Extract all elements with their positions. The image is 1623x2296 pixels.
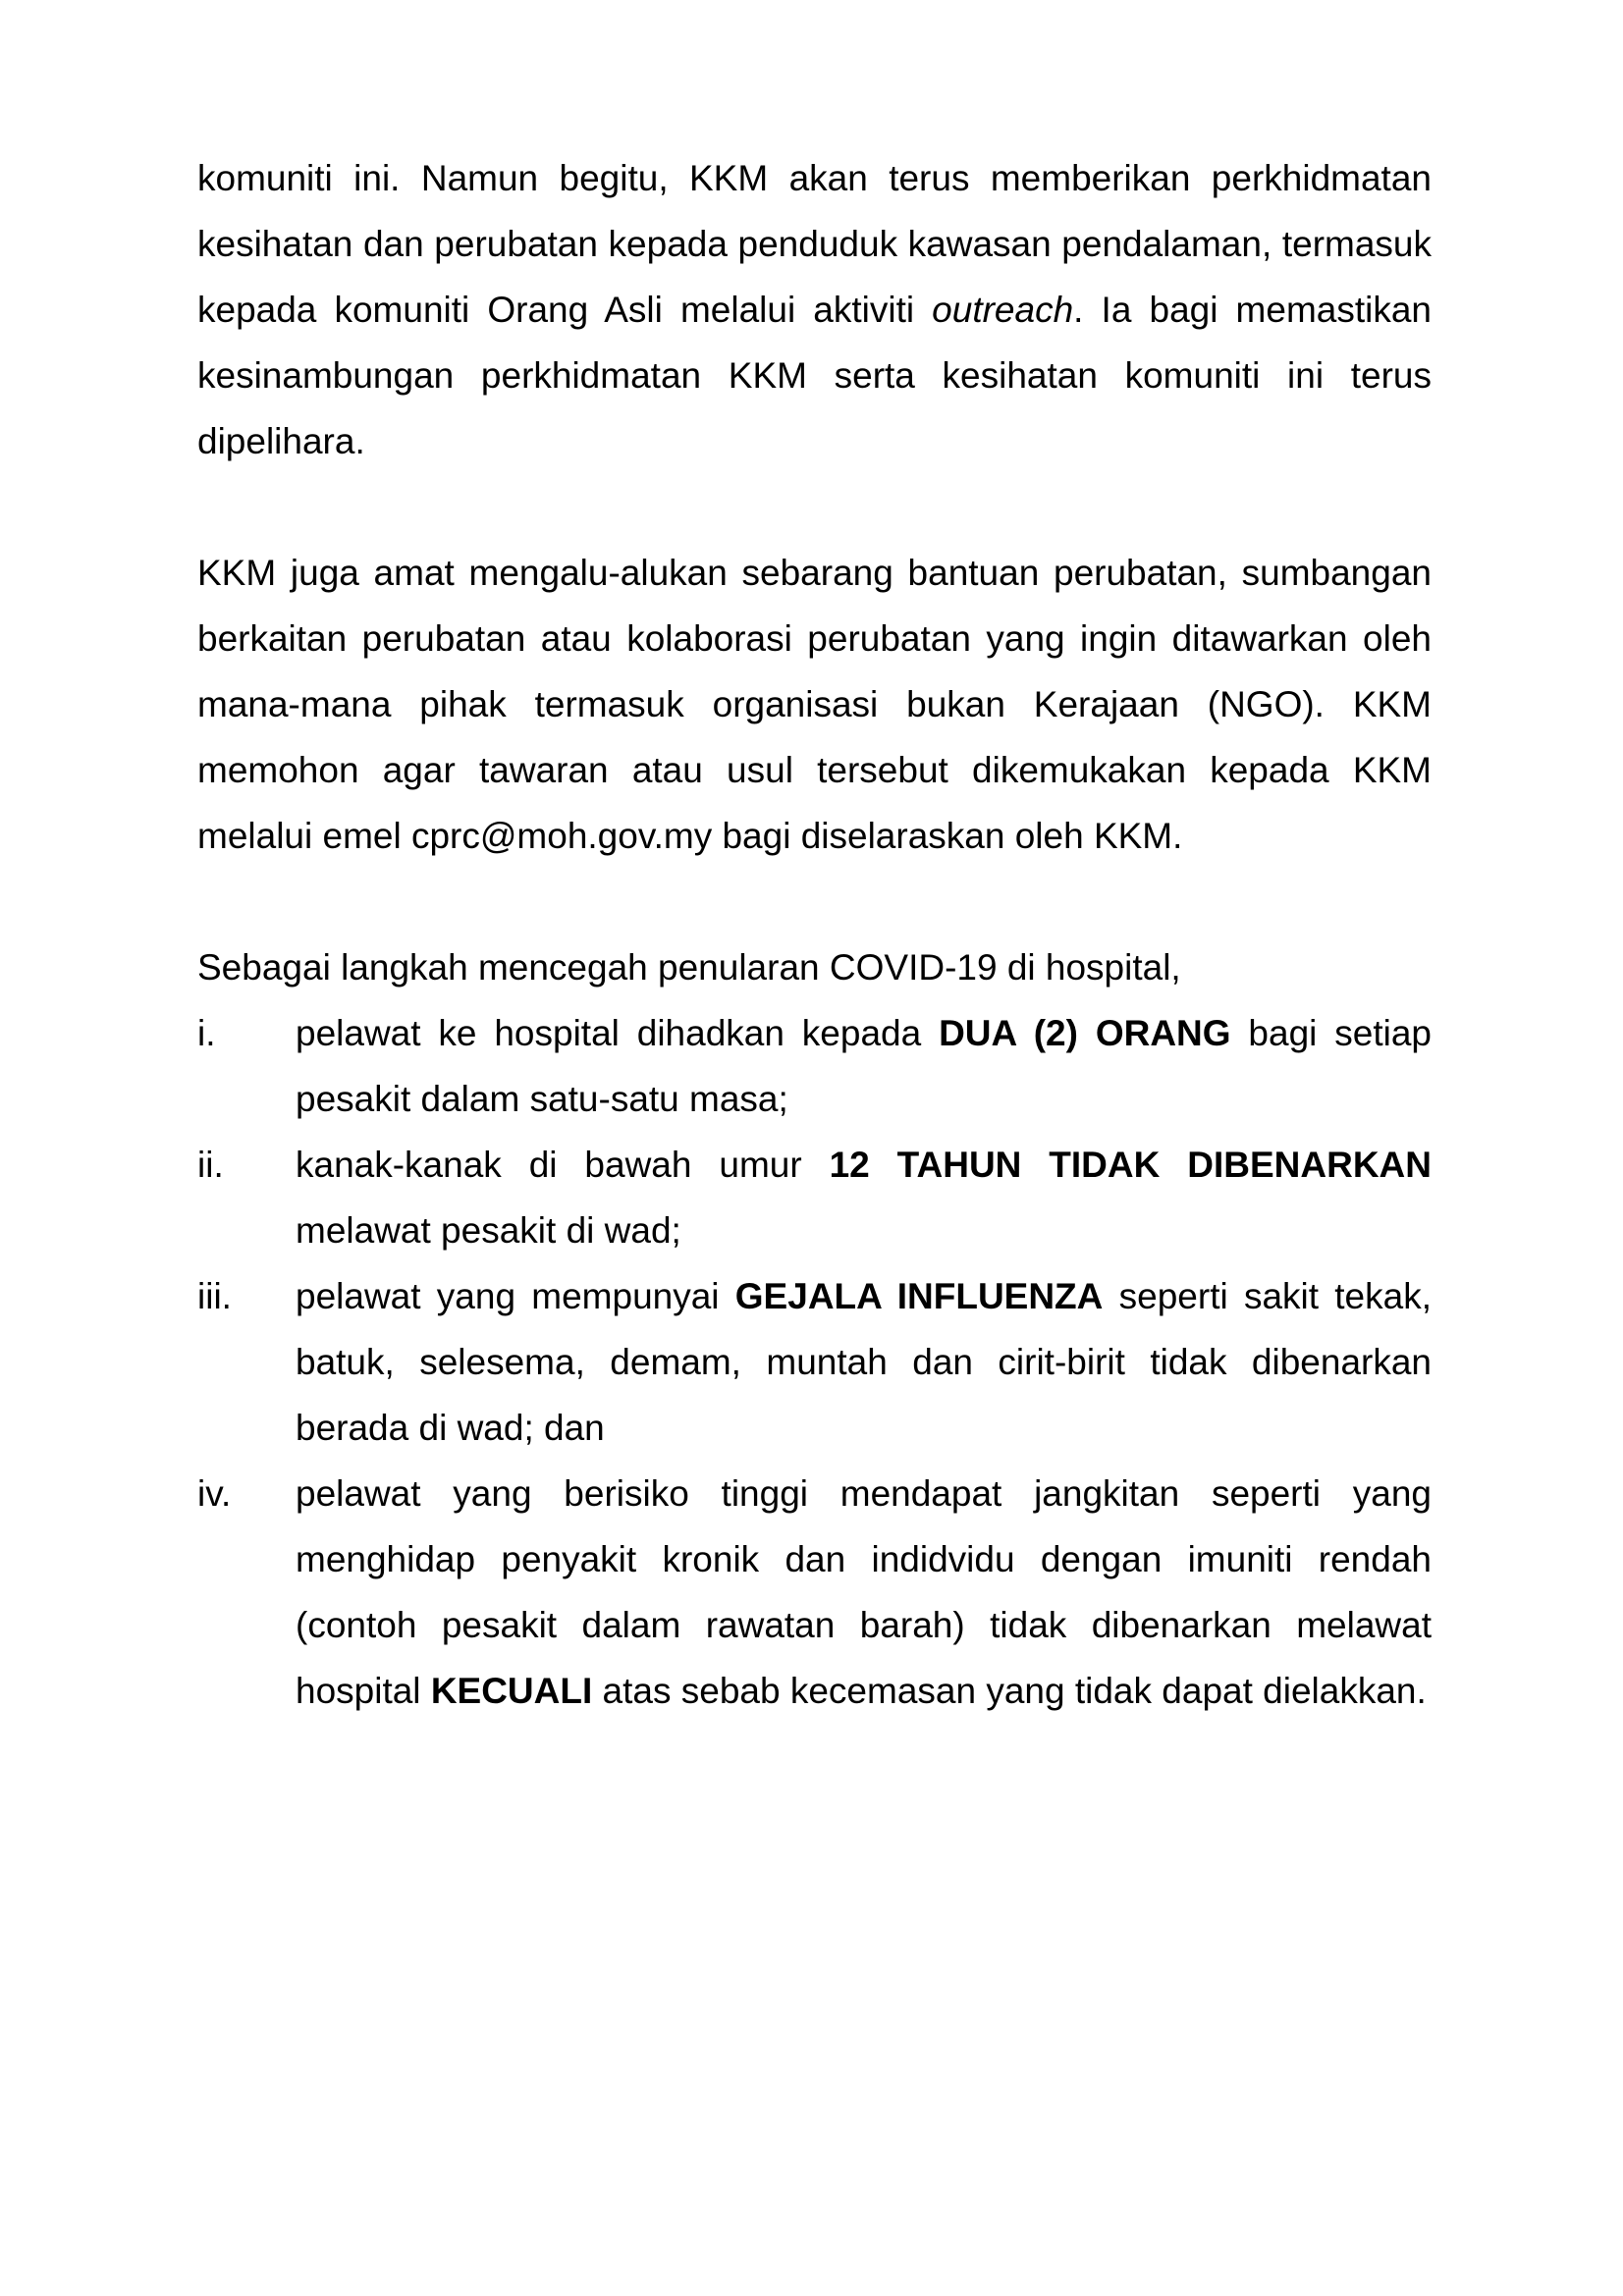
list-marker: ii. xyxy=(197,1145,224,1185)
list-item-text-end: seperti sakit tekak, batuk, selesema, demam, muntah dan cirit-birit tidak dibenarkan berada di wad; dan xyxy=(296,1276,1432,1448)
outreach-italic-term: outreach xyxy=(932,290,1074,330)
list-item xyxy=(197,1263,1432,1461)
list-item-text-end: bagi setiap pesakit dalam satu-satu masa; xyxy=(296,1013,1432,1119)
paragraph-outreach xyxy=(197,145,1432,474)
list-item xyxy=(197,1132,1432,1263)
list-item xyxy=(197,1461,1432,1724)
list-item-text-start: pelawat yang mempunyai xyxy=(296,1276,735,1316)
list-item xyxy=(197,1000,1432,1132)
paragraph-outreach-text-start: komuniti ini. Namun begitu, KKM akan terus memberikan perkhidmatan kesihatan dan perubatan kepada penduduk kawasan pendalaman, termasuk kepada komuniti Orang Asli melalui aktiviti xyxy=(197,158,1432,330)
visitor-rules-section xyxy=(197,934,1432,1724)
list-item-text-start: pelawat yang berisiko tinggi mendapat jangkitan seperti yang menghidap penyakit kronik dan indidvidu dengan imuniti rendah (contoh pesakit dalam rawatan barah) tidak dibenarkan melawat hospital xyxy=(296,1473,1432,1711)
list-marker: iii. xyxy=(197,1276,232,1316)
list-item-emphasis: DUA (2) ORANG xyxy=(939,1013,1231,1053)
list-item-text-end: atas sebab kecemasan yang tidak dapat dielakkan. xyxy=(592,1671,1427,1711)
list-item-emphasis: KECUALI xyxy=(430,1671,593,1711)
list-item-emphasis: GEJALA INFLUENZA xyxy=(734,1276,1104,1316)
visitor-rules-intro: Sebagai langkah mencegah penularan COVID-19 di hospital, xyxy=(197,947,1181,988)
list-item-text xyxy=(296,1000,1432,1132)
list-item-text-end: melawat pesakit di wad; xyxy=(296,1210,681,1251)
list-marker: i. xyxy=(197,1013,216,1053)
list-marker: iv. xyxy=(197,1473,232,1514)
list-item-text xyxy=(296,1263,1432,1461)
list-item-text xyxy=(296,1461,1432,1724)
list-item-text xyxy=(296,1132,1432,1263)
document-body xyxy=(197,145,1432,1724)
visitor-rules-list xyxy=(197,1000,1432,1724)
list-item-text-start: kanak-kanak di bawah umur xyxy=(296,1145,830,1185)
list-item-emphasis: 12 TAHUN TIDAK DIBENARKAN xyxy=(829,1145,1432,1185)
paragraph-assistance xyxy=(197,540,1432,869)
paragraph-assistance-text: KKM juga amat mengalu-alukan sebarang bantuan perubatan, sumbangan berkaitan perubatan atau kolaborasi perubatan yang ingin ditawarkan oleh mana-mana pihak termasuk organisasi bukan Kerajaan (NGO). KKM memohon agar tawaran atau usul tersebut dikemukakan kepada KKM melalui emel cprc@moh.gov.my bagi diselaraskan oleh KKM. xyxy=(197,553,1432,856)
list-item-text-start: pelawat ke hospital dihadkan kepada xyxy=(296,1013,940,1053)
paragraph-outreach-text-end: . Ia bagi memastikan kesinambungan perkhidmatan KKM serta kesihatan komuniti ini terus dipelihara. xyxy=(197,290,1433,461)
